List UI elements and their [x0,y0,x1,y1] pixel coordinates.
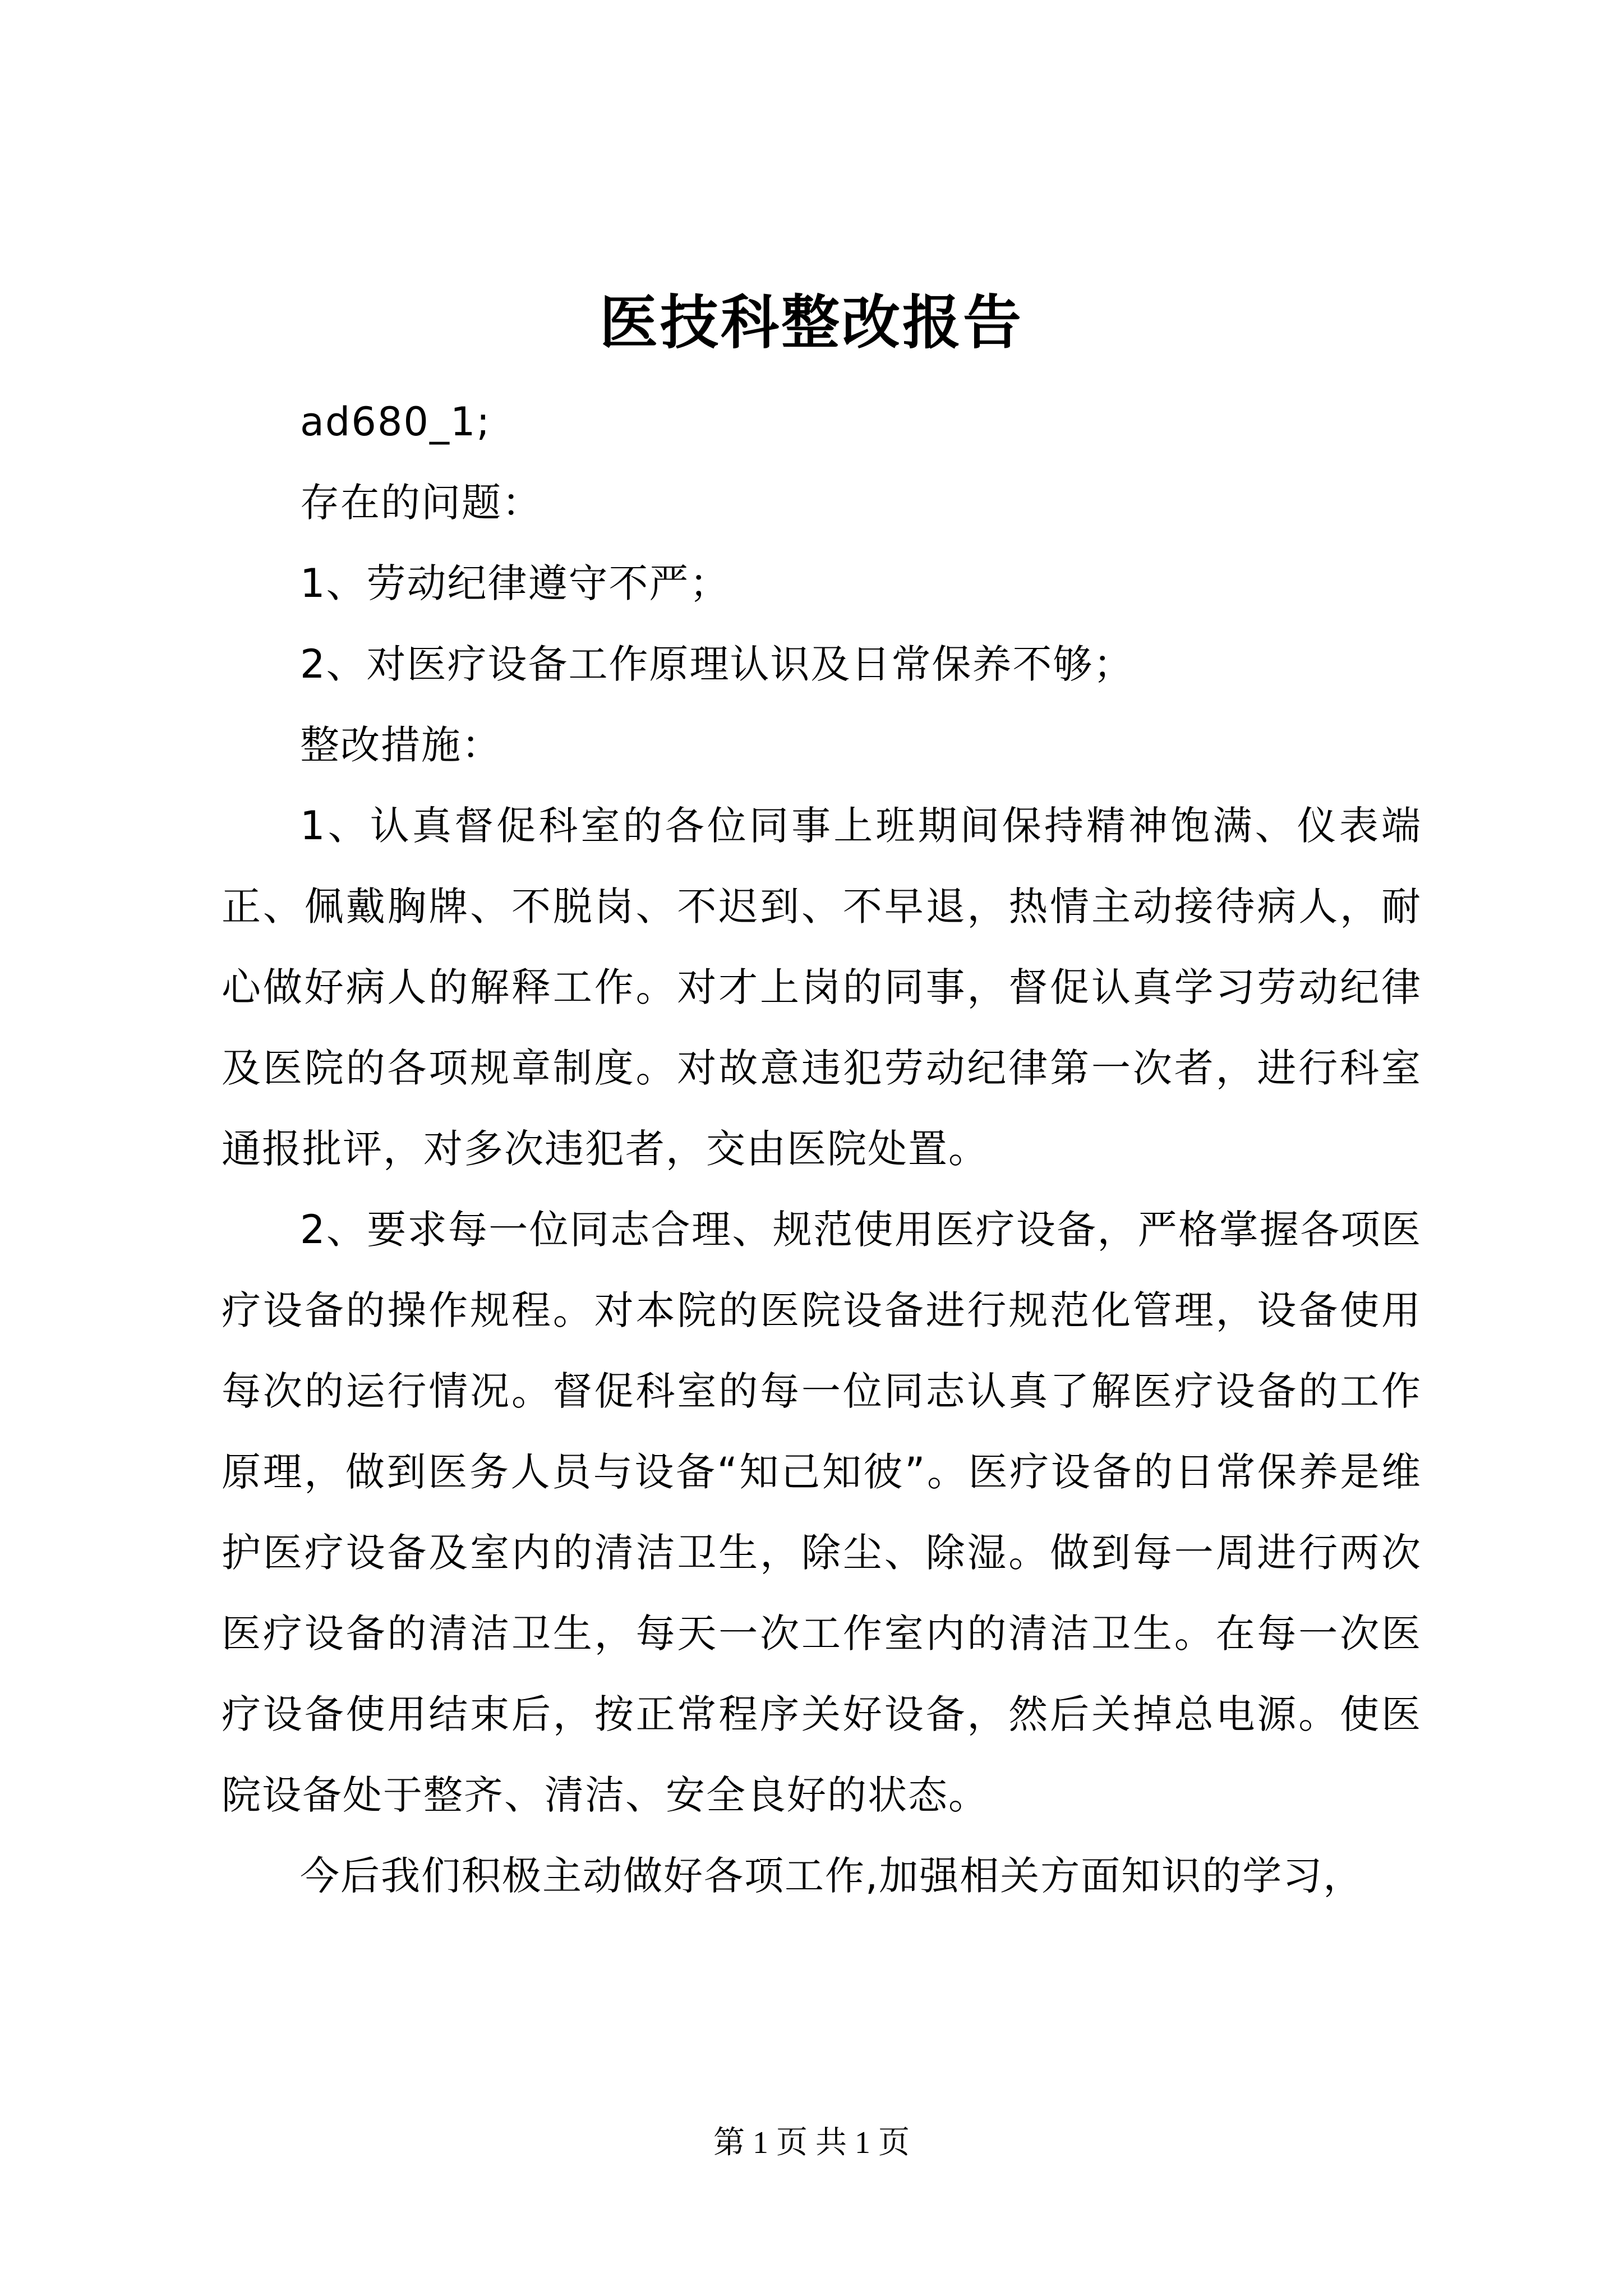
paragraph-measures-heading: 整改措施： [300,722,502,768]
paragraph-measure-1: 1、认真督促科室的各位同事上班期间保持精神饱满、仪表端正、佩戴胸牌、不脱岗、不迟到、不早退，热情主动接待病人，耐心做好病人的解释工作。对才上岗的同事，督促认真学习劳动纪律及医院的各项规章制度。对故意违犯劳动纪律第一次者，进行科室通报批评，对多次违犯者，交由医院处置。 [222,803,1422,1172]
page-footer: 第 1 页 共 1 页 [713,2125,910,2160]
paragraph-problems-heading: 存在的问题： [300,480,542,526]
paragraph-problem-2: 2、对医疗设备工作原理认识及日常保养不够； [300,641,1134,687]
paragraph-problem-1: 1、劳动纪律遵守不严； [300,560,730,606]
paragraph-doc-code: ad680_1; [300,399,491,445]
paragraph-measure-2: 2、要求每一位同志合理、规范使用医疗设备，严格掌握各项医疗设备的操作规程。对本院的医院设备进行规范化管理，设备使用每次的运行情况。督促科室的每一位同志认真了解医疗设备的工作原理，做到医务人员与设备“知己知彼”。医疗设备的日常保养是维护医疗设备及室内的清洁卫生，除尘、除湿。做到每一周进行两次医疗设备的清洁卫生，每天一次工作室内的清洁卫生。在每一次医疗设备使用结束后，按正常程序关好设备，然后关掉总电源。使医院设备处于整齐、清洁、安全良好的状态。 [222,1207,1422,1818]
paragraph-conclusion: 今后我们积极主动做好各项工作,加强相关方面知识的学习， [300,1853,1364,1899]
document-body [222,381,1422,1916]
document-title: 医技科整改报告 [599,288,1023,357]
